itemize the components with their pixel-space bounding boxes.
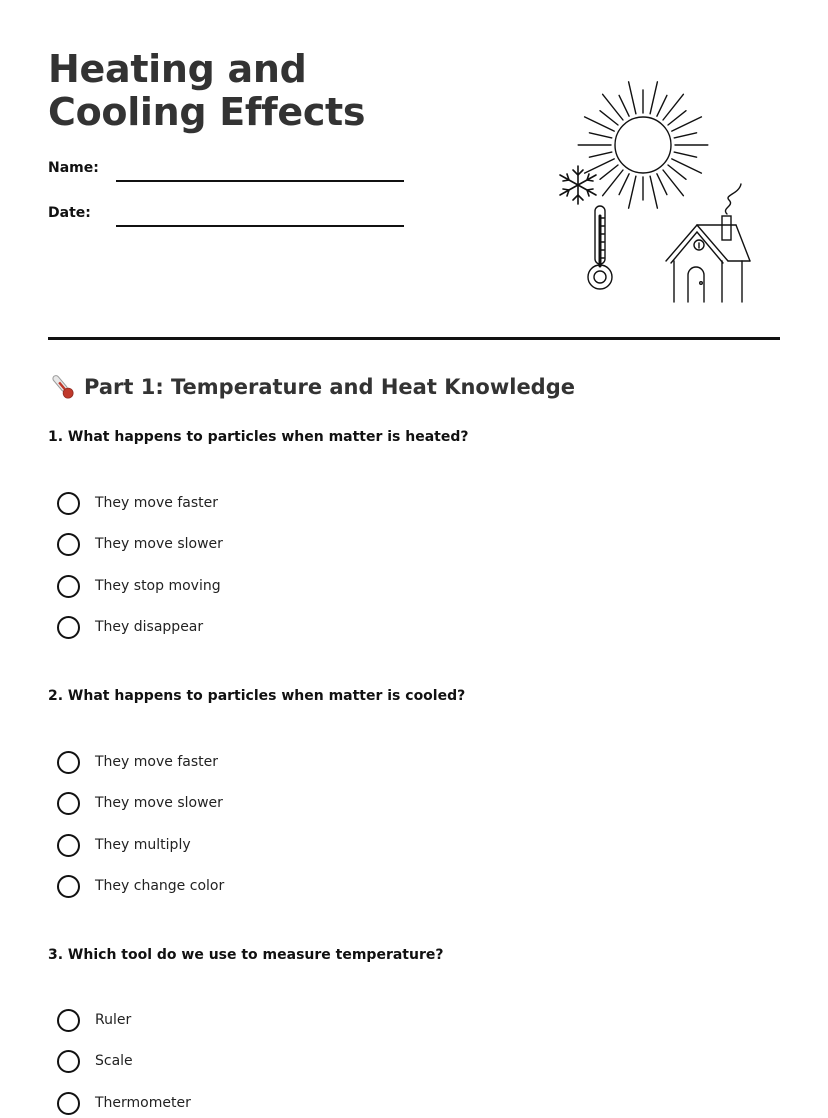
worksheet-title: Heating and Cooling Effects	[48, 47, 366, 134]
radio-button[interactable]	[57, 875, 80, 898]
radio-button[interactable]	[57, 492, 80, 515]
option-label: They stop moving	[95, 578, 221, 594]
sun-ray	[650, 176, 657, 208]
radio-button[interactable]	[57, 1009, 80, 1032]
house-icon	[666, 184, 750, 302]
option-label: They move slower	[95, 795, 223, 811]
question-2-option-4[interactable]	[57, 873, 224, 899]
name-blank-line[interactable]	[116, 180, 404, 182]
radio-button[interactable]	[57, 792, 80, 815]
radio-button[interactable]	[57, 834, 80, 857]
sun-ray	[629, 176, 636, 208]
part1-heading-text: Part 1: Temperature and Heat Knowledge	[84, 375, 575, 399]
question-3-option-2[interactable]	[57, 1048, 133, 1074]
question-1-option-3[interactable]	[57, 573, 221, 599]
question-2-option-1[interactable]	[57, 749, 218, 775]
thermometer-icon	[588, 206, 612, 289]
part1-heading	[48, 372, 575, 402]
date-blank-line[interactable]	[116, 225, 404, 227]
option-label: Scale	[95, 1053, 133, 1069]
option-label: Thermometer	[95, 1095, 191, 1111]
question-2-option-3[interactable]	[57, 832, 191, 858]
sun-ray	[619, 174, 629, 195]
date-label: Date:	[48, 205, 91, 221]
sun-ray	[600, 165, 618, 179]
sun-ray	[668, 165, 686, 179]
question-1-option-4[interactable]	[57, 614, 203, 640]
question-1-option-1[interactable]	[57, 490, 218, 516]
question-1-option-2[interactable]	[57, 531, 223, 557]
question-2-option-2[interactable]	[57, 790, 223, 816]
option-label: They move slower	[95, 536, 223, 552]
sun-ray	[674, 133, 696, 138]
option-label: They move faster	[95, 754, 218, 770]
sun-ray	[674, 152, 696, 157]
radio-button[interactable]	[57, 751, 80, 774]
name-label: Name:	[48, 160, 99, 176]
option-label: They disappear	[95, 619, 204, 635]
radio-button[interactable]	[57, 533, 80, 556]
radio-button[interactable]	[57, 575, 80, 598]
question-3-option-1[interactable]	[57, 1007, 131, 1033]
radio-button[interactable]	[57, 616, 80, 639]
sun-ray	[657, 174, 667, 195]
sun-ray	[589, 152, 611, 157]
sun-icon	[578, 82, 708, 208]
question-3: 3. Which tool do we use to measure temperature?	[48, 947, 444, 963]
sun-ray	[619, 95, 629, 116]
snowflake-icon	[560, 166, 596, 204]
thermometer-icon	[48, 372, 78, 402]
option-label: They multiply	[95, 837, 191, 853]
sun-ray	[668, 111, 686, 125]
radio-button[interactable]	[57, 1092, 80, 1115]
header-divider	[48, 337, 780, 340]
sun-ray	[589, 133, 611, 138]
option-label: They change color	[95, 878, 225, 894]
sun-ray	[600, 111, 618, 125]
sun-ray	[650, 82, 657, 114]
question-2: 2. What happens to particles when matter is cooled?	[48, 688, 466, 704]
question-1: 1. What happens to particles when matter is heated?	[48, 429, 469, 445]
sun-ray	[657, 95, 667, 116]
option-label: They move faster	[95, 495, 218, 511]
question-3-option-3[interactable]	[57, 1090, 191, 1116]
heating-cooling-illustration	[552, 68, 762, 308]
radio-button[interactable]	[57, 1050, 80, 1073]
sun-ray	[629, 82, 636, 114]
option-label: Ruler	[95, 1012, 132, 1028]
